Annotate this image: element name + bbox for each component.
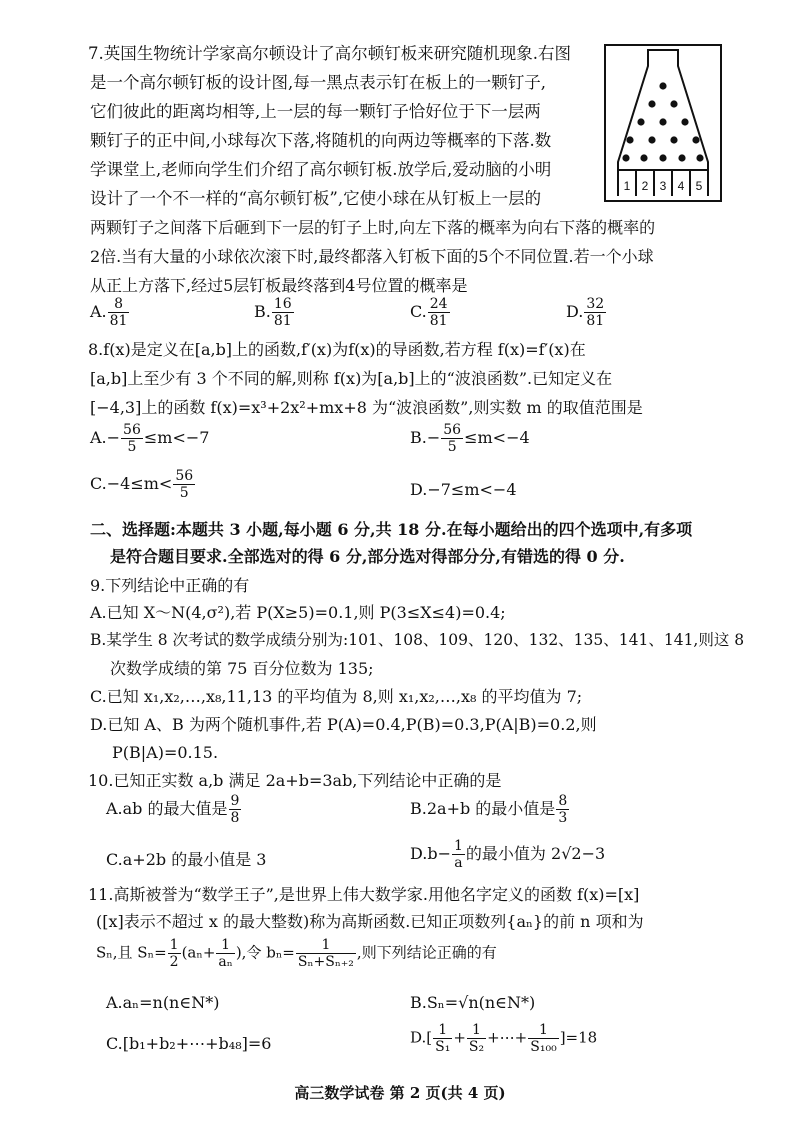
fraction	[556, 793, 569, 826]
q11-option-c[interactable]: C.[b₁+b₂+⋯+b₄₈]=6	[106, 1034, 272, 1053]
fraction	[428, 296, 450, 329]
peg	[626, 136, 633, 143]
option-prefix: B.−	[410, 428, 441, 447]
option-label: A.	[90, 302, 107, 321]
peg	[659, 154, 666, 161]
q11-line-3-mid: (aₙ+	[181, 943, 216, 962]
peg	[670, 136, 677, 143]
ellipsis-sum: +⋯+	[487, 1028, 528, 1047]
peg	[622, 154, 629, 161]
option-prefix: D.b−	[410, 844, 451, 863]
slot-label-4: 4	[677, 179, 685, 193]
option-label: C.	[410, 302, 427, 321]
q8-option-c[interactable]	[90, 468, 196, 501]
q7-line-6: 设计了一个不一样的“高尔顿钉板”,它使小球在从钉板上一层的	[90, 189, 542, 208]
q10-stem: 10.已知正实数 a,b 满足 2a+b=3ab,下列结论中正确的是	[88, 771, 502, 790]
denominator: 5	[127, 439, 137, 455]
q8-option-b[interactable]	[410, 422, 530, 455]
option-prefix: D.[	[410, 1028, 433, 1047]
q8-line-2: [a,b]上至少有 3 个不同的解,则称 f(x)为[a,b]上的“波浪函数”.已知定义在	[90, 369, 613, 388]
q8-line-3: [−4,3]上的函数 f(x)=x³+2x²+mx+8 为“波浪函数”,则实数 m 的取值范围是	[90, 398, 643, 417]
numerator: 9	[230, 793, 240, 809]
denominator: S₁	[435, 1039, 451, 1055]
numerator: 8	[108, 296, 130, 313]
peg	[678, 154, 685, 161]
q11-line-3-post: ,则下列结论正确的有	[356, 943, 497, 962]
numerator: 32	[586, 296, 605, 312]
q11-line-3	[96, 937, 497, 970]
numerator: 56	[443, 422, 462, 438]
peg	[648, 100, 655, 107]
denominator: aₙ	[218, 954, 233, 970]
q7-line-7: 两颗钉子之间落下后砸到下一层的钉子上时,向左下落的概率为向右下落的概率的	[90, 218, 656, 237]
q8-option-a[interactable]	[90, 422, 209, 455]
q8-line-1: 8.f(x)是定义在[a,b]上的函数,f′(x)为f(x)的导函数,若方程 f(x)=f′(x)在	[88, 340, 586, 359]
numerator: 1	[296, 937, 356, 954]
denominator: 81	[429, 313, 448, 329]
peg	[648, 136, 655, 143]
fraction	[467, 1022, 486, 1055]
numerator: 16	[273, 296, 292, 312]
option-prefix: A.−	[90, 428, 121, 447]
numerator: 24	[429, 296, 448, 312]
q9-option-b[interactable]: B.某学生 8 次考试的数学成绩分别为:101、108、109、120、132、135、141、141,则这 8	[90, 631, 745, 649]
denominator: 3	[558, 810, 568, 826]
q10-option-c[interactable]: C.a+2b 的最小值是 3	[106, 850, 267, 869]
fraction	[452, 838, 465, 871]
denominator: Sₙ+Sₙ₊₂	[297, 954, 354, 970]
numerator: 1	[454, 838, 463, 854]
fraction	[173, 468, 195, 501]
q9-option-d[interactable]: D.已知 A、B 为两个随机事件,若 P(A)=0.4,P(B)=0.3,P(A|B)=0.2,则	[90, 715, 597, 734]
denominator: 81	[109, 313, 128, 329]
fraction	[121, 422, 143, 455]
peg	[670, 100, 677, 107]
fraction	[108, 296, 130, 329]
option-suffix: ≤m<−7	[143, 428, 210, 447]
numerator: 8	[558, 793, 568, 809]
q11-line-3-mid2: ),令 bₙ=	[235, 943, 295, 962]
option-prefix: C.−4≤m<	[90, 474, 173, 493]
numerator: 56	[123, 422, 141, 438]
q7-line-8: 2倍.当有大量的小球依次滚下时,最终都落入钉板下面的5个不同位置.若一个小球	[90, 247, 654, 266]
q7-line-9: 从正上方落下,经过5层钉板最终落到4号位置的概率是	[90, 276, 468, 295]
option-suffix: ]=18	[559, 1028, 598, 1047]
fraction	[528, 1022, 558, 1055]
q7-line-1: 7.英国生物统计学家高尔顿设计了高尔顿钉板来研究随机现象.右图	[88, 44, 571, 63]
option-suffix: 的最小值为 2√2−3	[465, 844, 606, 863]
peg	[681, 118, 688, 125]
galton-board-figure	[604, 44, 722, 202]
q11-line-2: ([x]表示不超过 x 的最大整数)称为高斯函数.已知正项数列{aₙ}的前 n 项和为	[96, 912, 644, 931]
q7-option-a[interactable]	[90, 296, 130, 329]
q11-line-3-pre: Sₙ,且 Sₙ=	[96, 943, 167, 962]
numerator: 1	[433, 1022, 452, 1039]
q8-option-d[interactable]: D.−7≤m<−4	[410, 480, 517, 499]
fraction	[272, 296, 294, 329]
denominator: a	[454, 855, 463, 871]
q10-option-d[interactable]	[410, 838, 605, 871]
denominator: 5	[179, 485, 189, 501]
numerator: 1	[528, 1022, 558, 1039]
section-2-line-2: 是符合题目要求.全部选对的得 6 分,部分选对得部分分,有错选的得 0 分.	[110, 547, 625, 566]
q7-option-d[interactable]	[566, 296, 607, 329]
denominator: 8	[230, 810, 240, 826]
q7-line-2: 是一个高尔顿钉板的设计图,每一黑点表示钉在板上的一颗钉子,	[90, 73, 546, 92]
q7-option-b[interactable]	[254, 296, 295, 329]
option-prefix: B.2a+b 的最小值是	[410, 799, 556, 818]
q10-option-b[interactable]	[410, 793, 570, 826]
denominator: S₂	[468, 1039, 485, 1055]
numerator: 1	[169, 937, 179, 953]
numerator: 1	[216, 937, 234, 954]
fraction	[296, 937, 356, 970]
q9-stem: 9.下列结论中正确的有	[90, 576, 250, 595]
q9-option-c[interactable]: C.已知 x₁,x₂,…,x₈,11,13 的平均值为 8,则 x₁,x₂,…,x₈ 的平均值为 7;	[90, 687, 583, 706]
slot-label-3: 3	[659, 179, 667, 193]
option-suffix: ≤m<−4	[464, 428, 530, 447]
fraction	[441, 422, 463, 455]
peg	[659, 82, 666, 89]
peg	[637, 118, 644, 125]
q7-line-4: 颗钉子的正中间,小球每次下落,将随机的向两边等概率的下落.数	[90, 131, 552, 150]
plus-sign: +	[453, 1028, 466, 1047]
q11-option-d[interactable]	[410, 1022, 597, 1055]
q9-option-a[interactable]: A.已知 X～N(4,σ²),若 P(X≥5)=0.1,则 P(3≤X≤4)=0.4;	[90, 603, 506, 622]
q10-option-a[interactable]	[106, 793, 242, 826]
q7-option-c[interactable]	[410, 296, 451, 329]
page-footer: 高三数学试卷 第 2 页(共 4 页)	[294, 1084, 506, 1102]
peg	[692, 136, 699, 143]
slot-label-2: 2	[641, 179, 649, 193]
option-prefix: A.ab 的最大值是	[106, 799, 228, 818]
q9-option-d-cont: P(B|A)=0.15.	[112, 743, 219, 762]
peg	[696, 154, 703, 161]
peg	[640, 154, 647, 161]
slot-label-5: 5	[695, 179, 703, 193]
numerator: 1	[467, 1022, 486, 1039]
option-label: B.	[254, 302, 271, 321]
q9-option-b-cont: 次数学成绩的第 75 百分位数为 135;	[110, 659, 374, 678]
slot-label-1: 1	[623, 179, 631, 193]
q11-line-1: 11.高斯被誉为“数学王子”,是世界上伟大数学家.用他名字定义的函数 f(x)=[x]	[88, 885, 640, 904]
fraction	[584, 296, 606, 329]
fraction	[216, 937, 234, 970]
denominator: 5	[447, 439, 457, 455]
fraction	[168, 937, 181, 970]
fraction	[229, 793, 242, 826]
denominator: 2	[169, 954, 179, 970]
section-2-line-1: 二、选择题:本题共 3 小题,每小题 6 分,共 18 分.在每小题给出的四个选项中,有多项	[90, 520, 693, 539]
denominator: S₁₀₀	[530, 1039, 557, 1055]
q11-option-a[interactable]: A.aₙ=n(n∈N*)	[106, 993, 220, 1012]
denominator: 81	[586, 313, 605, 329]
q7-line-5: 学课堂上,老师向学生们介绍了高尔顿钉板.放学后,爱动脑的小明	[90, 160, 552, 179]
numerator: 56	[175, 468, 194, 484]
denominator: 81	[273, 313, 292, 329]
fraction	[433, 1022, 452, 1055]
q7-line-3: 它们彼此的距离均相等,上一层的每一颗钉子恰好位于下一层两	[90, 102, 541, 121]
peg	[659, 118, 666, 125]
option-label: D.	[566, 302, 584, 321]
q11-option-b[interactable]: B.Sₙ=√n(n∈N*)	[410, 993, 536, 1012]
